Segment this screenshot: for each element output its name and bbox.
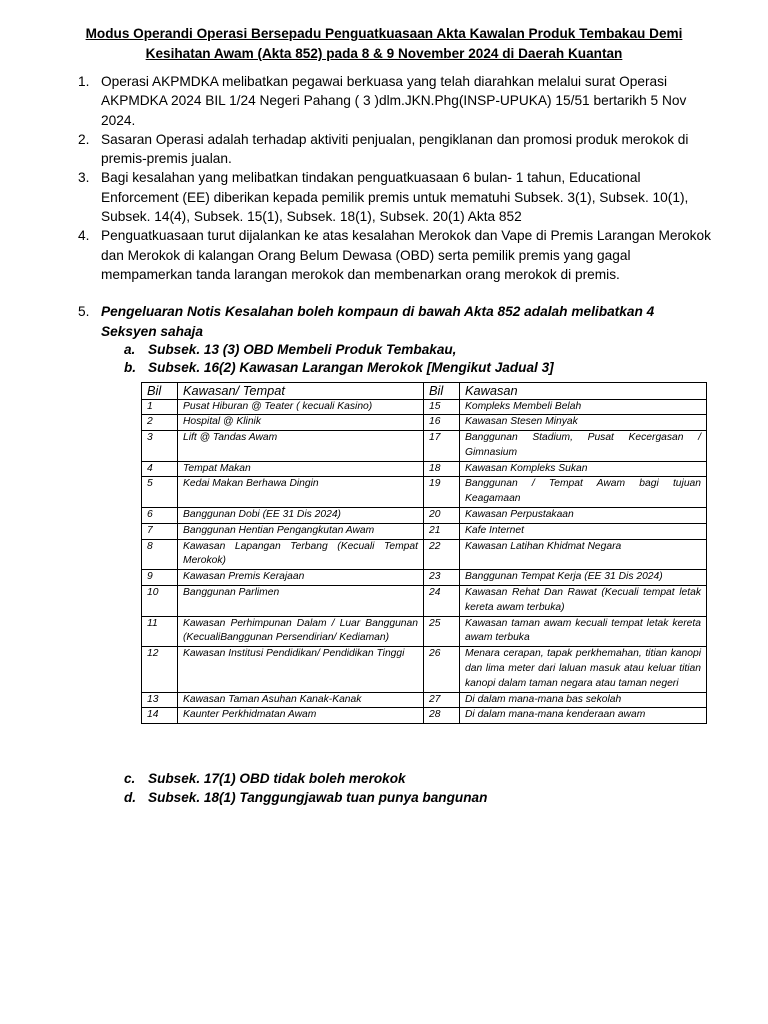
table-row <box>142 461 707 477</box>
document-title <box>70 24 698 64</box>
sub-item-letter: d. <box>124 789 137 805</box>
row-place-left: Banggunan Dobi (EE 31 Dis 2024) <box>178 508 424 524</box>
sub-item-text: Subsek. 17(1) OBD tidak boleh merokok <box>148 771 406 786</box>
row-bil-left: 9 <box>142 570 178 586</box>
row-place-right: Menara cerapan, tapak perkhemahan, titian kanopi dan lima meter dari laluan masuk atau keluar titian kanopi dalam taman negara atau taman negeri <box>460 647 707 692</box>
row-place-right: Di dalam mana-mana kenderaan awam <box>460 708 707 724</box>
row-bil-right: 24 <box>424 586 460 617</box>
sub-item-letter: a. <box>124 341 136 357</box>
sub-item-c <box>0 770 768 789</box>
row-bil-left: 4 <box>142 461 178 477</box>
row-bil-right: 20 <box>424 508 460 524</box>
row-place-left: Kawasan Lapangan Terbang (Kecuali Tempat Merokok) <box>178 539 424 570</box>
row-place-right: Banggunan / Tempat Awam bagi tujuan Keagamaan <box>460 477 707 508</box>
list-item-3 <box>0 168 713 226</box>
row-place-left: Banggunan Hentian Pengangkutan Awam <box>178 523 424 539</box>
row-place-left: Pusat Hiburan @ Teater ( kecuali Kasino) <box>178 399 424 415</box>
table-row <box>142 415 707 431</box>
row-place-left: Kawasan Perhimpunan Dalam / Luar Banggunan (KecualiBanggunan Persendirian/ Kediaman) <box>178 616 424 647</box>
row-bil-left: 2 <box>142 415 178 431</box>
jadual-3-table <box>141 382 707 724</box>
row-bil-left: 5 <box>142 477 178 508</box>
table-row <box>142 431 707 462</box>
sub-item-text: Subsek. 16(2) Kawasan Larangan Merokok [Mengikut Jadual 3] <box>148 360 554 376</box>
row-bil-right: 21 <box>424 523 460 539</box>
row-bil-left: 8 <box>142 539 178 570</box>
row-place-right: Kawasan Latihan Khidmat Negara <box>460 539 707 570</box>
row-bil-right: 25 <box>424 616 460 647</box>
row-bil-right: 15 <box>424 399 460 415</box>
sub-item-b <box>0 359 768 378</box>
sub-item-d <box>0 789 768 808</box>
table-row <box>142 586 707 617</box>
row-place-left: Lift @ Tandas Awam <box>178 431 424 462</box>
row-place-right: Kompleks Membeli Belah <box>460 399 707 415</box>
item-text: Sasaran Operasi adalah terhadap aktiviti penjualan, pengiklanan dan promosi produk merokok di premis-premis jualan. <box>101 131 689 167</box>
row-bil-left: 13 <box>142 692 178 708</box>
row-place-right: Di dalam mana-mana bas sekolah <box>460 692 707 708</box>
row-place-right: Kawasan Perpustakaan <box>460 508 707 524</box>
row-bil-right: 22 <box>424 539 460 570</box>
row-place-right: Kafe Internet <box>460 523 707 539</box>
row-place-left: Kawasan Taman Asuhan Kanak-Kanak <box>178 692 424 708</box>
table-row <box>142 692 707 708</box>
row-bil-left: 3 <box>142 431 178 462</box>
row-bil-right: 23 <box>424 570 460 586</box>
row-place-left: Banggunan Parlimen <box>178 586 424 617</box>
row-bil-left: 10 <box>142 586 178 617</box>
row-bil-right: 16 <box>424 415 460 431</box>
table-row <box>142 399 707 415</box>
row-bil-right: 28 <box>424 708 460 724</box>
table-row <box>142 539 707 570</box>
table-body <box>142 399 707 724</box>
item-text: Penguatkuasaan turut dijalankan ke atas kesalahan Merokok dan Vape di Premis Larangan Merokok dan Merokok di kalangan Orang Belum Dewasa (OBD) serta pemilik premis yang gagal mempamerkan tanda larangan merokok dan membenarkan orang merokok di premis. <box>101 228 711 282</box>
sub-item-letter: c. <box>124 771 136 786</box>
row-bil-left: 6 <box>142 508 178 524</box>
table-row <box>142 570 707 586</box>
header-bil-right: Bil <box>424 383 460 400</box>
header-kawasan: Kawasan <box>460 383 707 400</box>
item-number: 2. <box>78 131 90 147</box>
item-number: 3. <box>78 170 90 186</box>
numbered-list <box>0 72 768 378</box>
list-item-4 <box>0 226 713 284</box>
row-bil-left: 14 <box>142 708 178 724</box>
row-place-right: Kawasan taman awam kecuali tempat letak kereta awam terbuka <box>460 616 707 647</box>
row-place-left: Kedai Makan Berhawa Dingin <box>178 477 424 508</box>
table-row <box>142 616 707 647</box>
sub-item-a <box>0 341 768 360</box>
sub-item-text: Subsek. 18(1) Tanggungjawab tuan punya bangunan <box>148 789 488 805</box>
row-bil-right: 27 <box>424 692 460 708</box>
row-place-left: Kawasan Premis Kerajaan <box>178 570 424 586</box>
continued-list <box>0 770 768 807</box>
list-item-2 <box>0 130 713 169</box>
item-number: 4. <box>78 228 90 244</box>
row-place-left: Kaunter Perkhidmatan Awam <box>178 708 424 724</box>
row-bil-right: 19 <box>424 477 460 508</box>
row-place-right: Banggunan Tempat Kerja (EE 31 Dis 2024) <box>460 570 707 586</box>
row-place-left: Kawasan Institusi Pendidikan/ Pendidikan Tinggi <box>178 647 424 692</box>
table-row <box>142 508 707 524</box>
row-place-left: Hospital @ Klinik <box>178 415 424 431</box>
title-line-2: Kesihatan Awam (Akta 852) pada 8 & 9 November 2024 di Daerah Kuantan <box>145 46 623 61</box>
table-row <box>142 708 707 724</box>
row-bil-left: 12 <box>142 647 178 692</box>
row-place-right: Kawasan Rehat Dan Rawat (Kecuali tempat letak kereta awam terbuka) <box>460 586 707 617</box>
item-text: Pengeluaran Notis Kesalahan boleh kompaun di bawah Akta 852 adalah melibatkan 4 Seksyen sahaja <box>101 304 655 339</box>
table-row <box>142 523 707 539</box>
row-bil-left: 1 <box>142 399 178 415</box>
list-item-5 <box>0 302 713 341</box>
row-bil-right: 18 <box>424 461 460 477</box>
sub-item-letter: b. <box>124 360 137 376</box>
item-number: 5. <box>78 304 90 320</box>
row-place-left: Tempat Makan <box>178 461 424 477</box>
list-item-1 <box>0 72 713 130</box>
item-text: Operasi AKPMDKA melibatkan pegawai berkuasa yang telah diarahkan melalui surat Operasi AKPMDKA 2024 BIL 1/24 Negeri Pahang ( 3 )dlm.JKN.Phg(INSP-UPUKA) 15/51 bertarikh 5 Nov 2024. <box>101 74 687 128</box>
table-row <box>142 647 707 692</box>
row-bil-right: 17 <box>424 431 460 462</box>
sub-item-text: Subsek. 13 (3) OBD Membeli Produk Tembakau, <box>148 341 457 357</box>
row-bil-left: 7 <box>142 523 178 539</box>
row-bil-right: 26 <box>424 647 460 692</box>
table-row <box>142 477 707 508</box>
item-text: Bagi kesalahan yang melibatkan tindakan penguatkuasaan 6 bulan- 1 tahun, Educational Enforcement (EE) diberikan kepada pemilik premis untuk mematuhi Subsek. 3(1), Subsek. 10(1), Subsek. 14(4), Subsek. 15(1), Subsek. 18(1), Subsek. 20(1) Akta 852 <box>101 170 689 225</box>
row-bil-left: 11 <box>142 616 178 647</box>
title-line-1: Modus Operandi Operasi Bersepadu Penguatkuasaan Akta Kawalan Produk Tembakau Demi <box>85 26 683 41</box>
row-place-right: Kawasan Stesen Minyak <box>460 415 707 431</box>
header-kawasan-tempat: Kawasan/ Tempat <box>178 383 424 400</box>
header-bil-left: Bil <box>142 383 178 400</box>
row-place-right: Kawasan Kompleks Sukan <box>460 461 707 477</box>
row-place-right: Banggunan Stadium, Pusat Kecergasan / Gimnasium <box>460 431 707 462</box>
item-number: 1. <box>78 74 90 89</box>
table-header-row <box>142 383 707 400</box>
